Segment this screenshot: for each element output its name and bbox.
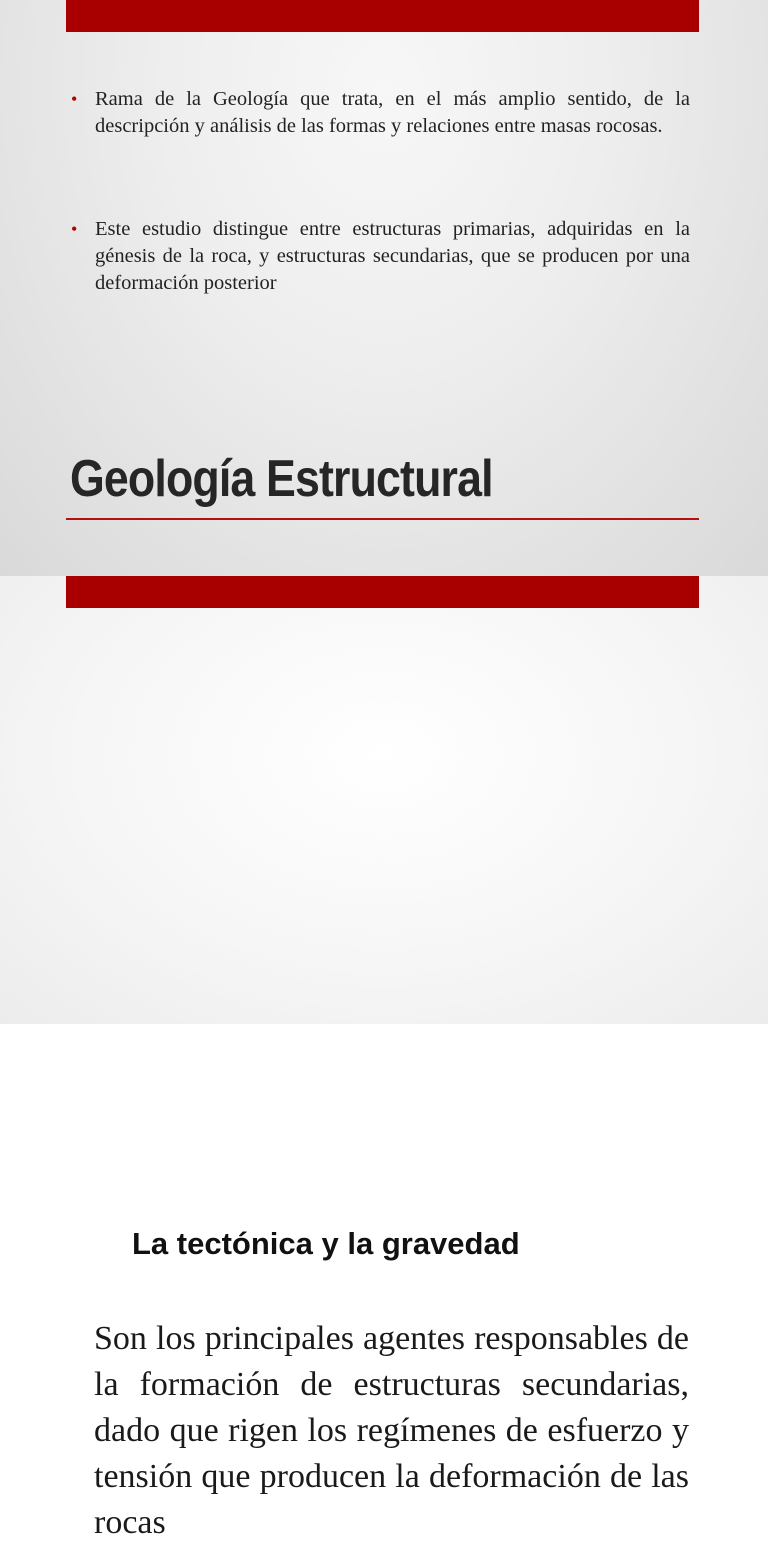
bullet-text: Este estudio distingue entre estructuras primarias, adquiridas en la génesis de la roca, y estructuras secundarias, que se producen por una deformación posterior [95,218,690,294]
bullet-text: Rama de la Geología que trata, en el más amplio sentido, de la descripción y análisis de las formas y relaciones entre masas rocosas. [95,88,690,137]
title-underline [66,518,699,520]
slide-geologia-estructural [0,0,768,576]
bullet-marker-icon: • [71,219,78,239]
slide-heading: La tectónica y la gravedad [132,1226,520,1261]
top-accent-bar [66,0,699,32]
bullet-item [66,86,690,140]
bullet-marker-icon: • [71,89,78,109]
bullet-list [66,86,690,297]
top-accent-bar [66,576,699,608]
slide-body-text: Son los principales agentes responsables de la formación de estructuras secundarias, dado que rigen los regímenes de esfuerzo y tensión que producen la deformación de las rocas [94,1320,689,1541]
slide-tectonica-gravedad [0,576,768,1541]
bullet-item [66,216,690,297]
slide-title: Geología Estructural [70,450,493,508]
